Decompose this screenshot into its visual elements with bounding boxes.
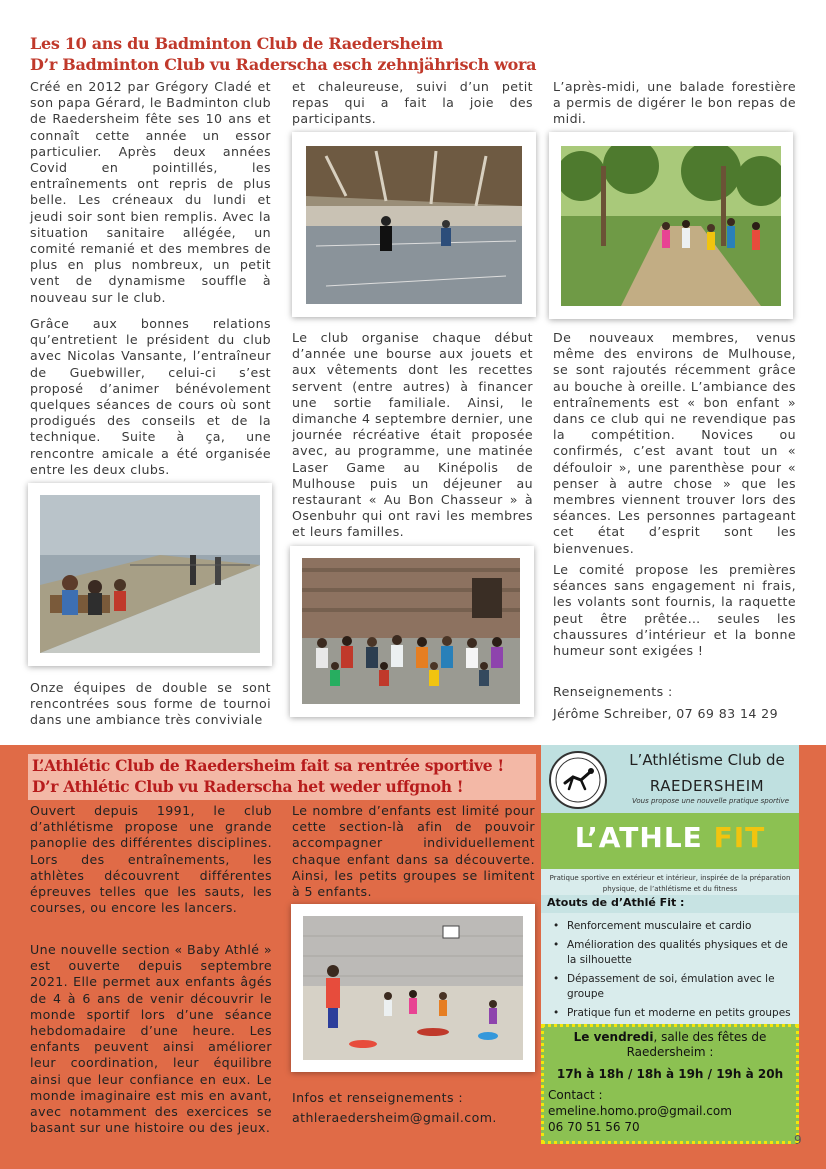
list-item: • Amélioration des qualités physiques et de la silhouette bbox=[549, 938, 795, 968]
flyer-club-name-line1: L’Athlétisme Club de bbox=[629, 751, 785, 769]
flyer-hours: 17h à 18h / 18h à 19h / 19h à 20h bbox=[556, 1067, 784, 1081]
article1-col1-para2: Grâce aux bonnes relations qu’entretient le président du club avec Nicolas Vansante, l’entraîneur de Guebwiller, celui-ci s’est proposé d’animer bénévolement quelques séances de cours où sont prodigués des conseils et de la technique. Suite à ça, une rencontre amicale a été organisée entre les deux clubs. bbox=[30, 316, 271, 477]
photo-badminton-hall bbox=[292, 132, 536, 317]
flyer-contact bbox=[548, 1087, 732, 1135]
article2-col1-para1: Ouvert depuis 1991, le club d’athlétisme propose une grande panoplie des différentes disciplines. Lors des entraînements, les athlètes découvrent différentes épreuves telles que les sauts, les courses, ou encore les lancers. bbox=[30, 803, 272, 916]
info-label: Renseignements : bbox=[553, 684, 673, 699]
article1-col1-para3: Onze équipes de double se sont rencontrées sous forme de tournoi dans une ambiance très conviviale bbox=[30, 680, 271, 728]
article2-col1-para2: Une nouvelle section « Baby Athlé » est ouverte depuis septembre 2021. Elle permet aux enfants âgés de 4 à 6 ans de venir découvrir le monde sportif lors d’une séance hebdomadaire d’une heure. Les enfants peuvent ainsi améliorer leur coordination, leur équilibre ainsi que leur confiance en eux. Le monde imaginaire est mis en avant, avec notamment des exercices se basant sur une histoire ou des jeux. bbox=[30, 942, 272, 1136]
info-contact: Jérôme Schreiber, 07 69 83 14 29 bbox=[553, 706, 778, 722]
flyer-atouts-title: Atouts de d’Athlé Fit : bbox=[547, 896, 685, 909]
photo-kids-athletics bbox=[291, 904, 535, 1072]
article2-col2-info bbox=[292, 1090, 535, 1126]
article1-col3-info bbox=[553, 684, 796, 722]
article1-col3-para3: Le comité propose les premières séances sans engagement ni frais, les volants sont fournis, la raquette peut être prêtée… seules les chaussures d’intérieur et la bonne humeur sont exigées ! bbox=[553, 562, 796, 659]
article2-title-fr: L’Athlétic Club de Raedersheim fait sa rentrée sportive ! bbox=[32, 756, 504, 775]
info-label: Infos et renseignements : bbox=[292, 1090, 463, 1105]
flyer-brand bbox=[541, 821, 799, 854]
photo-group-outside bbox=[290, 546, 534, 717]
flyer-contact-label: Contact : bbox=[548, 1088, 603, 1102]
page-number: 9 bbox=[794, 1133, 802, 1147]
article1-col1-para1: Créé en 2012 par Grégory Cladé et son papa Gérard, le Badminton club de Raedersheim fête ses 10 ans et connaît cette année un essor particulier. Après deux années Covid en pointillés, les entraînements ont repris de plus belle. Les créneaux du lundi et jeudi soir sont bien remplis. Avec la situation sanitaire allégée, un comité remanié et des membres de plus en plus nombreux, un petit vent de dynamisme souffle à nouveau sur le club. bbox=[30, 79, 272, 305]
flyer-schedule-box bbox=[541, 1024, 799, 1144]
flyer-atouts-list bbox=[549, 919, 795, 1025]
flyer-description: Pratique sportive en extérieur et intérieur, inspirée de la préparation physique, de l’athlétisme et du fitness bbox=[549, 874, 791, 893]
club-logo bbox=[549, 751, 607, 809]
flyer-brand-part2: FIT bbox=[713, 821, 766, 854]
info-email: athleraedersheim@gmail.com. bbox=[292, 1110, 497, 1126]
flyer-brand-part1: L’ATHLE bbox=[574, 821, 714, 854]
photo-gym-players bbox=[28, 483, 272, 666]
flyer-tagline: Vous propose une nouvelle pratique sportive bbox=[631, 797, 789, 805]
article1-col2-para1: et chaleureuse, suivi d’un petit repas qui a fait la joie des participants. bbox=[292, 79, 533, 127]
article1-col2-para2: Le club organise chaque début d’année une bourse aux jouets et aux vêtements dont les recettes servent (entre autres) à financer une sortie familiale. Ainsi, le dimanche 4 septembre dernier, une journée récréative était proposée avec, au programme, une matinée Laser Game au Kinépolis de Mulhouse puis un déjeuner au restaurant « Au Bon Chasseur » à Osenbuhr qui ont ravi les membres et leurs familles. bbox=[292, 330, 533, 540]
list-item: • Dépassement de soi, émulation avec le groupe bbox=[549, 972, 795, 1002]
flyer-day: Le vendredi bbox=[573, 1030, 654, 1044]
article2-title-alsatian: D’r Athlétic Club vu Raderscha het weder uffgnoh ! bbox=[32, 777, 464, 796]
flyer-contact-email: emeline.homo.pro@gmail.com bbox=[548, 1104, 732, 1118]
flyer-contact-phone: 06 70 51 56 70 bbox=[548, 1120, 640, 1134]
article1-col3-para2: De nouveaux membres, venus même des environs de Mulhouse, se sont rajoutés récemment grâce au bouche à oreille. L’ambiance des entraînements est « bon enfant » dans ce club qui ne revendique pas la compétition. Novices ou confirmés, c’est avant tout un « défouloir », une parenthèse pour « penser à autre chose » que les membres viennent trouver lors des séances. Les personnes partageant cet état d’esprit sont les bienvenues. bbox=[553, 330, 796, 556]
list-item: • Renforcement musculaire et cardio bbox=[549, 919, 795, 934]
list-item: • Pratique fun et moderne en petits groupes bbox=[549, 1006, 795, 1021]
flyer-when bbox=[544, 1030, 796, 1060]
photo-forest-walk bbox=[549, 132, 793, 319]
article2-col2-para1: Le nombre d’enfants est limité pour cette section-là afin de pouvoir accompagner individuellement chaque enfant dans sa découverte. Ainsi, les petits groupes se limitent à 5 enfants. bbox=[292, 803, 535, 900]
article1-title-fr: Les 10 ans du Badminton Club de Raedersheim bbox=[30, 34, 443, 53]
flyer-place: , salle des fêtes de Raedersheim : bbox=[626, 1030, 767, 1059]
article1-title-alsatian: D’r Badminton Club vu Raderscha esch zehnjährisch wora bbox=[30, 55, 537, 74]
article1-col3-para1: L’après-midi, une balade forestière a permis de digérer le bon repas de midi. bbox=[553, 79, 796, 127]
flyer-club-name-line2: RAEDERSHEIM bbox=[649, 777, 765, 795]
